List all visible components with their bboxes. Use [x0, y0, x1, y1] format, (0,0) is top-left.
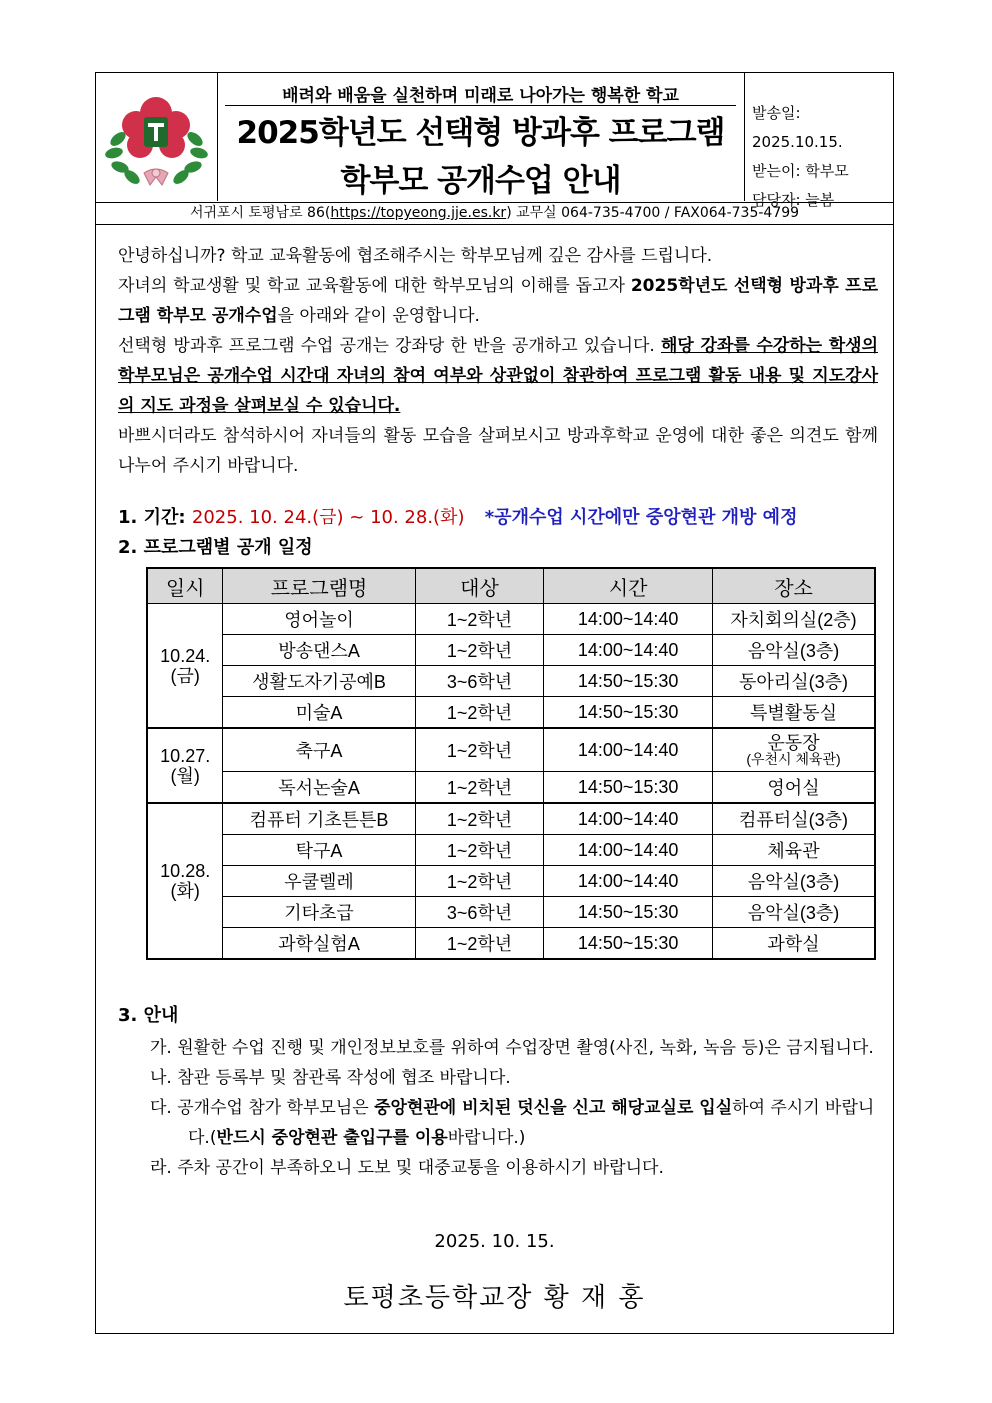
program-cell: 기타초급	[223, 897, 415, 928]
document-info	[752, 99, 893, 215]
time-cell: 14:00~14:40	[544, 866, 713, 897]
school-motto: 배려와 배움을 실천하며 미래로 나아가는 행복한 학교	[282, 86, 679, 106]
header-place: 장소	[713, 568, 875, 604]
table-row	[147, 635, 875, 666]
table-row	[147, 866, 875, 897]
school-emblem-cell	[96, 73, 218, 201]
table-row	[147, 835, 875, 866]
header-program: 프로그램명	[223, 568, 415, 604]
intro-paragraph-2	[118, 271, 878, 331]
document-frame	[95, 72, 894, 1334]
schedule-table	[146, 567, 876, 960]
program-cell: 컴퓨터 기초튼튼B	[223, 803, 415, 835]
intro-p3-text: 선택형 방과후 프로그램 수업 공개는 강좌당 한 반을 공개하고 있습니다.	[118, 336, 661, 356]
place-cell: 동아리실(3층)	[713, 666, 875, 697]
target-cell: 1~2학년	[415, 728, 544, 772]
target-cell: 1~2학년	[415, 697, 544, 729]
time-cell: 14:50~15:30	[544, 897, 713, 928]
place-sub: (우천시 체육관)	[746, 751, 841, 767]
time-cell: 14:50~15:30	[544, 928, 713, 960]
notice-item-ga: 가. 원활한 수업 진행 및 개인정보보호를 위하여 수업장면 촬영(사진, 녹화, 녹음 등)은 금지됩니다.	[150, 1038, 874, 1058]
title-cell	[217, 73, 745, 201]
time-cell: 14:00~14:40	[544, 835, 713, 866]
place-cell: 음악실(3층)	[713, 897, 875, 928]
program-cell: 탁구A	[223, 835, 415, 866]
table-row	[147, 803, 875, 835]
date-cell-1024	[147, 604, 223, 729]
date-text: 10.28.	[160, 861, 211, 881]
section-period	[118, 503, 878, 533]
time-cell: 14:00~14:40	[544, 728, 713, 772]
document-header	[96, 73, 893, 209]
date-text: 10.24.	[160, 645, 211, 666]
intro-p3-underlined: 해당 강좌를 수강하는 학생의 학부모님은 공개수업 시간대 자녀의 참여 여부와 상관없이 참관하여 프로그램 활동 내용 및 지도강사의 지도 과정을 살펴보실 수 있습니다.	[118, 336, 878, 416]
place-cell: 컴퓨터실(3층)	[713, 803, 875, 835]
day-text: (화)	[170, 881, 200, 901]
notice-da-bold-d: 반드시 중앙현관 출입구를 이용	[216, 1128, 448, 1148]
place-cell: 과학실	[713, 928, 875, 960]
intro-paragraph-3	[118, 331, 878, 421]
header-date: 일시	[147, 568, 223, 604]
program-cell: 생활도자기공예B	[223, 666, 415, 697]
target-cell: 1~2학년	[415, 928, 544, 960]
contact-person: 담당자: 늘봄	[752, 191, 835, 209]
place-cell: 체육관	[713, 835, 875, 866]
intro-p2-end: 을 아래와 같이 운영합니다.	[277, 306, 480, 326]
period-dates: 2025. 10. 24.(금) ~ 10. 28.(화)	[191, 507, 465, 528]
target-cell: 1~2학년	[415, 866, 544, 897]
table-row	[147, 697, 875, 729]
header-time: 시간	[544, 568, 713, 604]
place-cell: 음악실(3층)	[713, 635, 875, 666]
table-row	[147, 666, 875, 697]
place-cell	[713, 728, 875, 772]
target-cell: 3~6학년	[415, 897, 544, 928]
program-cell: 영어놀이	[223, 604, 415, 635]
school-website-link[interactable]: https://topyeong.jje.es.kr	[330, 205, 507, 221]
table-row	[147, 897, 875, 928]
program-cell: 독서논술A	[223, 772, 415, 804]
notice-da-text-c: 하여 주시기 바랍니다.(	[188, 1098, 875, 1148]
target-cell: 1~2학년	[415, 772, 544, 804]
target-cell: 1~2학년	[415, 803, 544, 835]
table-row	[147, 928, 875, 960]
time-cell: 14:50~15:30	[544, 666, 713, 697]
day-text: (금)	[170, 665, 200, 686]
target-cell: 1~2학년	[415, 635, 544, 666]
table-row	[147, 604, 875, 635]
date-cell-1028	[147, 803, 223, 959]
motto-divider	[225, 105, 736, 106]
intro-p2-bold: 2025학년도 선택형 방과후 프로그램 학부모 공개수업	[118, 276, 878, 326]
intro-paragraph-4: 바쁘시더라도 참석하시어 자녀들의 활동 모습을 살펴보시고 방과후학교 운영에 대한 좋은 의견도 함께 나누어 주시기 바랍니다.	[118, 426, 878, 476]
notice-item-ra: 라. 주차 공간이 부족하오니 도보 및 대중교통을 이용하시기 바랍니다.	[150, 1158, 664, 1178]
notice-da-text-a: 다. 공개수업 참가 학부모님은	[150, 1098, 375, 1118]
notice-da-text-e: 바랍니다.)	[447, 1128, 526, 1148]
recipient: 받는이: 학부모	[752, 162, 849, 180]
time-cell: 14:50~15:30	[544, 772, 713, 804]
school-emblem-icon	[96, 73, 217, 201]
document-title-line2: 학부모 공개수업 안내	[340, 163, 621, 199]
time-cell: 14:50~15:30	[544, 697, 713, 729]
address-suffix: ) 교무실 064-735-4700 / FAX064-735-4799	[506, 205, 800, 221]
place-cell: 음악실(3층)	[713, 866, 875, 897]
notices-section	[118, 1001, 878, 1183]
date-cell-1027	[147, 728, 223, 803]
target-cell: 1~2학년	[415, 835, 544, 866]
table-row	[147, 728, 875, 772]
time-cell: 14:00~14:40	[544, 635, 713, 666]
section-schedule-title: 2. 프로그램별 공개 일정	[118, 537, 313, 558]
issue-date: 발송일: 2025.10.15.	[752, 104, 843, 151]
section-notice-title: 3. 안내	[118, 1005, 179, 1026]
program-cell: 방송댄스A	[223, 635, 415, 666]
program-cell: 과학실험A	[223, 928, 415, 960]
place-main: 운동장	[767, 733, 820, 753]
footer-date: 2025. 10. 15.	[434, 1231, 555, 1252]
period-note: *공개수업 시간에만 중앙현관 개방 예정	[484, 507, 798, 528]
time-cell: 14:00~14:40	[544, 604, 713, 635]
program-cell: 미술A	[223, 697, 415, 729]
header-target: 대상	[415, 568, 544, 604]
address-prefix: 서귀포시 토평남로 86(	[189, 205, 331, 221]
program-cell: 우쿨렐레	[223, 866, 415, 897]
document-title-line1: 2025학년도 선택형 방과후 프로그램	[236, 115, 725, 151]
time-cell: 14:00~14:40	[544, 803, 713, 835]
place-cell: 영어실	[713, 772, 875, 804]
table-row	[147, 772, 875, 804]
day-text: (월)	[170, 765, 200, 786]
intro-p2-text: 자녀의 학교생활 및 학교 교육활동에 대한 학부모님의 이해를 돕고자	[118, 276, 631, 296]
intro-paragraph-1: 안녕하십니까? 학교 교육활동에 협조해주시는 학부모님께 깊은 감사를 드립니다.	[118, 246, 713, 266]
target-cell: 1~2학년	[415, 604, 544, 635]
schedule-header-row	[147, 568, 875, 604]
place-cell: 특별활동실	[713, 697, 875, 729]
footer-signer: 토평초등학교장 황 재 홍	[343, 1283, 646, 1313]
school-address-bar	[96, 203, 893, 225]
intro-body	[118, 241, 878, 563]
date-text: 10.27.	[160, 745, 211, 766]
notice-item-da	[118, 1093, 878, 1153]
program-cell: 축구A	[223, 728, 415, 772]
notice-item-na: 나. 참관 등록부 및 참관록 작성에 협조 바랍니다.	[150, 1068, 511, 1088]
section-period-label: 1. 기간:	[118, 507, 186, 528]
notice-da-bold-b: 중앙현관에 비치된 덧신을 신고 해당교실로 입실	[374, 1098, 733, 1118]
target-cell: 3~6학년	[415, 666, 544, 697]
place-cell: 자치회의실(2층)	[713, 604, 875, 635]
